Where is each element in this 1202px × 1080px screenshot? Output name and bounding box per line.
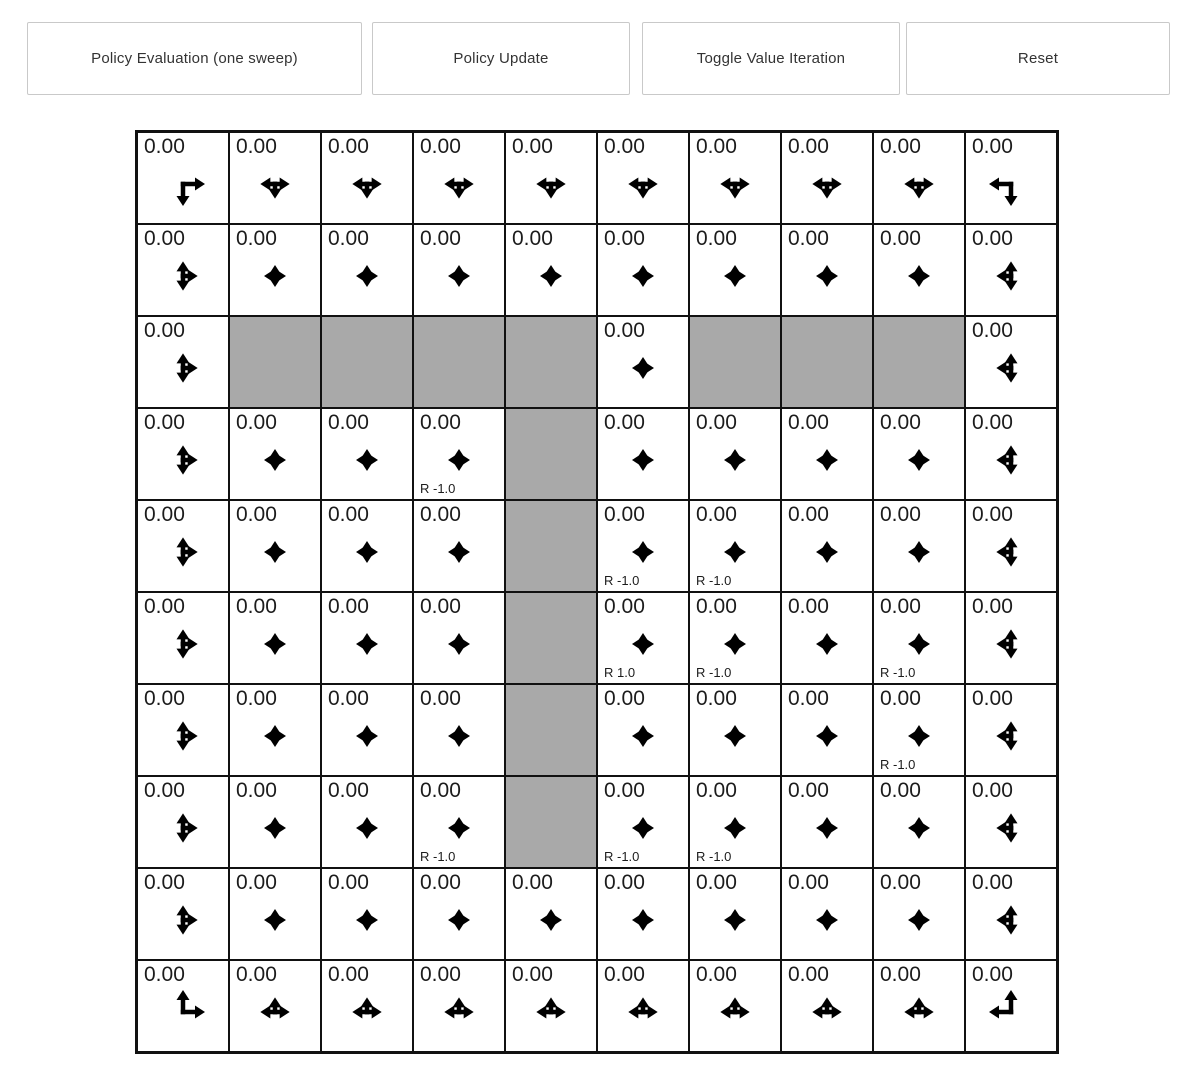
- state-value: 0.00: [604, 227, 645, 250]
- grid-cell[interactable]: [229, 684, 321, 776]
- wall-cell: [505, 592, 597, 684]
- state-value: 0.00: [880, 227, 921, 250]
- grid-cell[interactable]: [321, 960, 413, 1052]
- toggle-value-iteration-button[interactable]: Toggle Value Iteration: [642, 22, 900, 95]
- grid-cell[interactable]: [781, 500, 873, 592]
- state-value: 0.00: [696, 595, 737, 618]
- grid-cell[interactable]: [689, 408, 781, 500]
- state-value: 0.00: [696, 871, 737, 894]
- grid-cell[interactable]: [781, 868, 873, 960]
- wall-cell: [505, 776, 597, 868]
- state-value: 0.00: [696, 411, 737, 434]
- grid-cell[interactable]: [781, 592, 873, 684]
- grid-cell[interactable]: [229, 868, 321, 960]
- state-value: 0.00: [972, 963, 1013, 986]
- state-value: 0.00: [144, 871, 185, 894]
- state-value: 0.00: [788, 963, 829, 986]
- grid-cell[interactable]: [597, 224, 689, 316]
- state-value: 0.00: [144, 319, 185, 342]
- state-value: 0.00: [420, 227, 461, 250]
- reward-label: R -1.0: [880, 665, 916, 680]
- state-value: 0.00: [604, 135, 645, 158]
- grid-cell[interactable]: [137, 592, 229, 684]
- state-value: 0.00: [604, 963, 645, 986]
- grid-cell[interactable]: [965, 132, 1057, 224]
- state-value: 0.00: [788, 135, 829, 158]
- state-value: 0.00: [328, 411, 369, 434]
- grid-cell[interactable]: [137, 684, 229, 776]
- state-value: 0.00: [880, 595, 921, 618]
- state-value: 0.00: [696, 963, 737, 986]
- wall-cell: [689, 316, 781, 408]
- grid-cell[interactable]: [597, 316, 689, 408]
- state-value: 0.00: [696, 135, 737, 158]
- grid-cell[interactable]: [597, 776, 689, 868]
- state-value: 0.00: [972, 595, 1013, 618]
- state-value: 0.00: [144, 135, 185, 158]
- grid-cell[interactable]: [965, 224, 1057, 316]
- grid-cell[interactable]: [873, 776, 965, 868]
- state-value: 0.00: [972, 227, 1013, 250]
- grid-cell[interactable]: [689, 224, 781, 316]
- grid-cell[interactable]: [873, 868, 965, 960]
- state-value: 0.00: [972, 687, 1013, 710]
- grid-cell[interactable]: [413, 960, 505, 1052]
- grid-cell[interactable]: [137, 500, 229, 592]
- state-value: 0.00: [604, 871, 645, 894]
- reset-button[interactable]: Reset: [906, 22, 1170, 95]
- state-value: 0.00: [604, 779, 645, 802]
- state-value: 0.00: [788, 779, 829, 802]
- state-value: 0.00: [328, 227, 369, 250]
- grid-cell[interactable]: [781, 408, 873, 500]
- state-value: 0.00: [144, 227, 185, 250]
- state-value: 0.00: [236, 871, 277, 894]
- grid-cell[interactable]: [413, 408, 505, 500]
- reward-label: R -1.0: [696, 665, 732, 680]
- state-value: 0.00: [328, 871, 369, 894]
- grid-cell[interactable]: [137, 224, 229, 316]
- state-value: 0.00: [420, 963, 461, 986]
- state-value: 0.00: [972, 871, 1013, 894]
- grid-cell[interactable]: [597, 408, 689, 500]
- wall-cell: [781, 316, 873, 408]
- grid-cell[interactable]: [781, 224, 873, 316]
- state-value: 0.00: [328, 135, 369, 158]
- grid-cell[interactable]: [137, 132, 229, 224]
- grid-cell[interactable]: [229, 132, 321, 224]
- reward-label: R 1.0: [604, 665, 636, 680]
- grid-cell[interactable]: [413, 776, 505, 868]
- grid-cell[interactable]: [689, 592, 781, 684]
- state-value: 0.00: [972, 779, 1013, 802]
- grid-cell[interactable]: [689, 776, 781, 868]
- state-value: 0.00: [144, 503, 185, 526]
- grid-cell[interactable]: [321, 684, 413, 776]
- grid-cell[interactable]: [413, 132, 505, 224]
- state-value: 0.00: [604, 411, 645, 434]
- state-value: 0.00: [144, 779, 185, 802]
- wall-cell: [229, 316, 321, 408]
- grid-cell[interactable]: [321, 224, 413, 316]
- grid-cell[interactable]: [689, 684, 781, 776]
- state-value: 0.00: [788, 687, 829, 710]
- grid-cell[interactable]: [689, 868, 781, 960]
- state-value: 0.00: [420, 411, 461, 434]
- grid-cell[interactable]: [873, 684, 965, 776]
- state-value: 0.00: [972, 135, 1013, 158]
- grid-cell[interactable]: [965, 592, 1057, 684]
- grid-cell[interactable]: [873, 960, 965, 1052]
- grid-cell[interactable]: [137, 868, 229, 960]
- grid-cell[interactable]: [965, 960, 1057, 1052]
- state-value: 0.00: [880, 871, 921, 894]
- grid-cell[interactable]: [321, 776, 413, 868]
- grid-cell[interactable]: [965, 868, 1057, 960]
- state-value: 0.00: [696, 779, 737, 802]
- state-value: 0.00: [328, 779, 369, 802]
- gridworld-grid: [135, 130, 1059, 1054]
- grid-cell[interactable]: [597, 684, 689, 776]
- state-value: 0.00: [972, 319, 1013, 342]
- state-value: 0.00: [880, 687, 921, 710]
- grid-cell[interactable]: [873, 224, 965, 316]
- reward-label: R -1.0: [696, 573, 732, 588]
- state-value: 0.00: [880, 135, 921, 158]
- state-value: 0.00: [604, 503, 645, 526]
- state-value: 0.00: [972, 411, 1013, 434]
- reward-label: R -1.0: [880, 757, 916, 772]
- state-value: 0.00: [512, 227, 553, 250]
- grid-cell[interactable]: [965, 500, 1057, 592]
- grid-cell[interactable]: [781, 960, 873, 1052]
- state-value: 0.00: [236, 135, 277, 158]
- grid-cell[interactable]: [413, 868, 505, 960]
- state-value: 0.00: [144, 963, 185, 986]
- grid-cell[interactable]: [413, 684, 505, 776]
- state-value: 0.00: [236, 779, 277, 802]
- state-value: 0.00: [880, 963, 921, 986]
- grid-cell[interactable]: [321, 500, 413, 592]
- state-value: 0.00: [420, 595, 461, 618]
- state-value: 0.00: [236, 687, 277, 710]
- grid-cell[interactable]: [597, 500, 689, 592]
- grid-cell[interactable]: [137, 960, 229, 1052]
- wall-cell: [505, 684, 597, 776]
- grid-cell[interactable]: [413, 500, 505, 592]
- state-value: 0.00: [236, 503, 277, 526]
- grid-cell[interactable]: [965, 408, 1057, 500]
- grid-cell[interactable]: [505, 868, 597, 960]
- grid-cell[interactable]: [137, 776, 229, 868]
- policy-evaluation-button[interactable]: Policy Evaluation (one sweep): [27, 22, 362, 95]
- grid-cell[interactable]: [229, 776, 321, 868]
- state-value: 0.00: [236, 595, 277, 618]
- state-value: 0.00: [880, 411, 921, 434]
- grid-cell[interactable]: [229, 224, 321, 316]
- state-value: 0.00: [604, 595, 645, 618]
- grid-cell[interactable]: [321, 408, 413, 500]
- state-value: 0.00: [696, 227, 737, 250]
- state-value: 0.00: [972, 503, 1013, 526]
- state-value: 0.00: [328, 503, 369, 526]
- state-value: 0.00: [236, 963, 277, 986]
- state-value: 0.00: [512, 963, 553, 986]
- state-value: 0.00: [788, 871, 829, 894]
- state-value: 0.00: [788, 411, 829, 434]
- policy-update-button[interactable]: Policy Update: [372, 22, 630, 95]
- grid-cell[interactable]: [321, 868, 413, 960]
- grid-cell[interactable]: [505, 132, 597, 224]
- state-value: 0.00: [236, 411, 277, 434]
- grid-cell[interactable]: [505, 960, 597, 1052]
- grid-cell[interactable]: [229, 500, 321, 592]
- state-value: 0.00: [788, 227, 829, 250]
- grid-cell[interactable]: [689, 500, 781, 592]
- grid-cell[interactable]: [689, 132, 781, 224]
- grid-cell[interactable]: [413, 224, 505, 316]
- state-value: 0.00: [420, 503, 461, 526]
- grid-cell[interactable]: [781, 684, 873, 776]
- wall-cell: [321, 316, 413, 408]
- grid-cell[interactable]: [965, 776, 1057, 868]
- grid-cell[interactable]: [321, 132, 413, 224]
- grid-cell[interactable]: [505, 224, 597, 316]
- grid-cell[interactable]: [873, 408, 965, 500]
- grid-cell[interactable]: [873, 132, 965, 224]
- reward-label: R -1.0: [604, 849, 640, 864]
- state-value: 0.00: [144, 687, 185, 710]
- grid-cell[interactable]: [413, 592, 505, 684]
- state-value: 0.00: [420, 135, 461, 158]
- wall-cell: [873, 316, 965, 408]
- reward-label: R -1.0: [696, 849, 732, 864]
- state-value: 0.00: [696, 503, 737, 526]
- grid-cell[interactable]: [597, 868, 689, 960]
- state-value: 0.00: [420, 687, 461, 710]
- grid-cell[interactable]: [597, 592, 689, 684]
- state-value: 0.00: [788, 503, 829, 526]
- grid-cell[interactable]: [781, 776, 873, 868]
- state-value: 0.00: [696, 687, 737, 710]
- state-value: 0.00: [604, 687, 645, 710]
- grid-cell[interactable]: [229, 592, 321, 684]
- reward-label: R -1.0: [604, 573, 640, 588]
- state-value: 0.00: [880, 779, 921, 802]
- state-value: 0.00: [236, 227, 277, 250]
- state-value: 0.00: [788, 595, 829, 618]
- state-value: 0.00: [512, 135, 553, 158]
- state-value: 0.00: [144, 411, 185, 434]
- grid-cell[interactable]: [781, 132, 873, 224]
- grid-cell[interactable]: [137, 408, 229, 500]
- state-value: 0.00: [328, 687, 369, 710]
- state-value: 0.00: [880, 503, 921, 526]
- state-value: 0.00: [420, 779, 461, 802]
- grid-cell[interactable]: [965, 684, 1057, 776]
- grid-cell[interactable]: [689, 960, 781, 1052]
- grid-cell[interactable]: [597, 960, 689, 1052]
- state-value: 0.00: [328, 595, 369, 618]
- grid-cell[interactable]: [873, 592, 965, 684]
- reward-label: R -1.0: [420, 481, 456, 496]
- state-value: 0.00: [144, 595, 185, 618]
- grid-cell[interactable]: [137, 316, 229, 408]
- grid-cell[interactable]: [965, 316, 1057, 408]
- grid-cell[interactable]: [229, 408, 321, 500]
- grid-cell[interactable]: [873, 500, 965, 592]
- wall-cell: [505, 408, 597, 500]
- wall-cell: [413, 316, 505, 408]
- state-value: 0.00: [604, 319, 645, 342]
- wall-cell: [505, 316, 597, 408]
- state-value: 0.00: [512, 871, 553, 894]
- wall-cell: [505, 500, 597, 592]
- reward-label: R -1.0: [420, 849, 456, 864]
- state-value: 0.00: [328, 963, 369, 986]
- grid-cell[interactable]: [321, 592, 413, 684]
- state-value: 0.00: [420, 871, 461, 894]
- grid-cell[interactable]: [229, 960, 321, 1052]
- grid-cell[interactable]: [597, 132, 689, 224]
